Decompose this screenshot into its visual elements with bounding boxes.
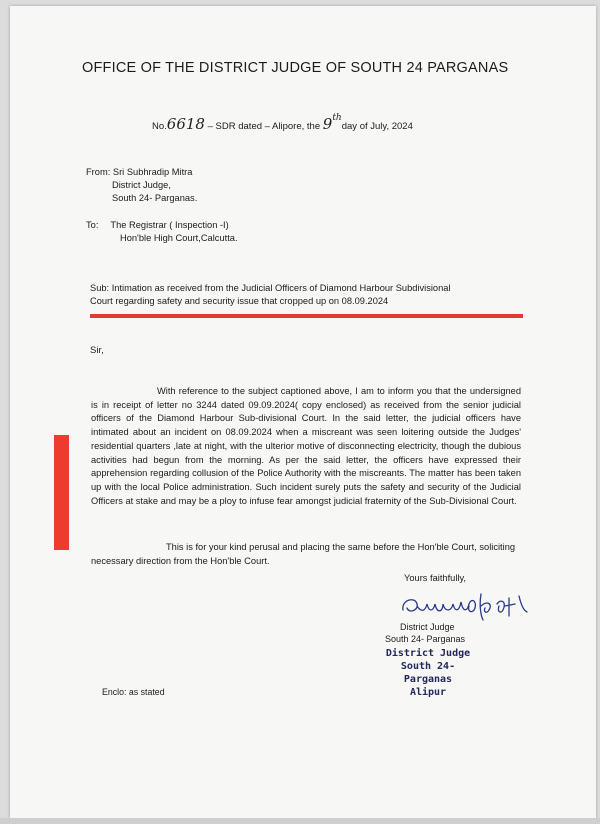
- designation-line-2: South 24- Parganas: [385, 634, 466, 644]
- office-title: OFFICE OF THE DISTRICT JUDGE OF SOUTH 24 PARGANAS: [82, 60, 509, 76]
- from-line-2: District Judge,: [112, 180, 171, 190]
- designation-block: [385, 621, 465, 645]
- closing-paragraph-text: This is for your kind perusal and placing the same before the Hon'ble Court, soliciting necessary direction from the Hon'ble Court.: [91, 542, 516, 566]
- stamp-line-1: District Judge: [385, 648, 471, 659]
- designation-line-1: District Judge: [400, 622, 455, 632]
- page-edge: [0, 818, 600, 824]
- salutation: Sir,: [90, 345, 104, 356]
- side-highlight-marker: [54, 435, 69, 550]
- from-label: From:: [86, 167, 111, 177]
- reference-day-suffix: th: [332, 113, 342, 123]
- reference-number: 6618: [166, 115, 205, 133]
- stamp-line-3: Alipur: [409, 687, 447, 698]
- from-line-3: South 24- Parganas.: [112, 193, 198, 203]
- to-label: To:: [86, 220, 99, 230]
- subject-line-2: Court regarding safety and security issue that cropped up on 08.09.2024: [90, 296, 389, 306]
- body-paragraph-text: With reference to the subject captioned above, I am to inform you that the undersigned is in receipt of letter no 3244 dated 09.09.2024( copy enclosed) as received from the senior judicial officers of the Diamond Harbour Sub-divisional Court. In the said letter, the judicial officers have intimated about an incident on 08.09.2024 when a miscreant was seen loitering outside the Judges' residential quarters ,late at night, with the ulterior motive of disconnecting electricity, though the dubious activities had begun from the morning. As per the said letter, the officers have expressed their apprehension regarding collusion of the Police Authority with the miscreants. The matter has been taken up with the local Police administration. Such incident surely puts the safety and security of the Judicial Officers at stake and may be a ploy to infuse fear amongst judicial fraternity of the Sub-Divisional Court.: [91, 386, 521, 506]
- signature: [397, 590, 557, 624]
- subject-line-1: Sub: Intimation as received from the Judicial Officers of Diamond Harbour Subdivisional: [90, 283, 451, 293]
- reference-no-label: No.: [152, 121, 167, 132]
- enclosure-note: Enclo: as stated: [102, 687, 165, 697]
- to-block: [86, 219, 238, 245]
- closing-paragraph: [91, 541, 521, 568]
- to-line-1: The Registrar ( Inspection -I): [110, 220, 229, 230]
- to-line-2: Hon'ble High Court,Calcutta.: [120, 233, 238, 243]
- subject-highlight-underline: [90, 314, 523, 318]
- reference-day: 9: [322, 115, 333, 133]
- reference-suffix: – SDR dated – Alipore, the: [207, 121, 321, 132]
- subject-block: [90, 282, 520, 308]
- body-paragraph: [91, 385, 521, 508]
- official-stamp: [383, 647, 473, 699]
- from-line-1: Sri Subhradip Mitra: [112, 167, 193, 177]
- closing-phrase: Yours faithfully,: [404, 573, 467, 583]
- reference-tail: day of July, 2024: [341, 121, 413, 132]
- from-block: [86, 166, 197, 205]
- stamp-line-2: South 24-Parganas: [400, 661, 456, 685]
- reference-line: [152, 113, 413, 133]
